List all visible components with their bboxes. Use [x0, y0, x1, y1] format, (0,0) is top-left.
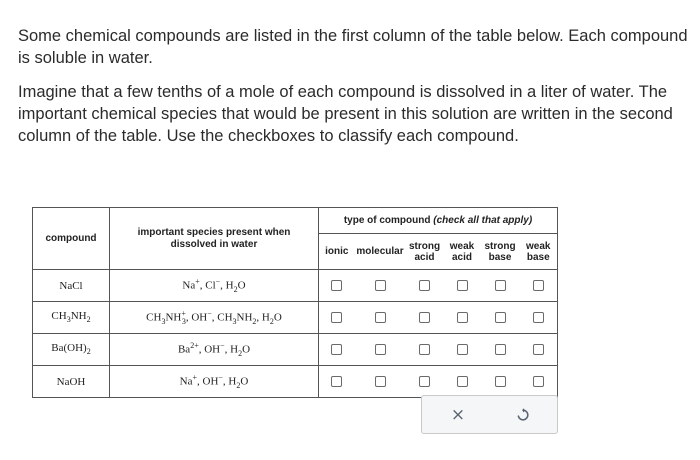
checkbox-strong-acid[interactable]: [419, 312, 430, 323]
checkbox-weak-base[interactable]: [533, 376, 544, 387]
checkbox-weak-acid[interactable]: [457, 312, 468, 323]
species-cell: $CH_3NH^+_3$, OH−, $CH_3NH_2$, $H_2O$: [110, 302, 319, 334]
checkbox-ionic[interactable]: [331, 376, 342, 387]
undo-button[interactable]: [513, 405, 533, 425]
checkbox-strong-base[interactable]: [495, 280, 506, 291]
species-cell: Na+, OH−, $H_2O$: [110, 366, 319, 398]
table-row: [33, 334, 558, 366]
close-icon: ×: [450, 404, 466, 425]
compound-cell: NaOH: [33, 366, 110, 398]
species-cell: $Ba^{2+}$, OH−, $H_2O$: [110, 334, 319, 366]
checkbox-strong-base[interactable]: [495, 344, 506, 355]
species-cell: Na+, Cl−, $H_2O$: [110, 270, 319, 302]
header-strong-base: strong base: [481, 234, 520, 270]
compound-cell: NaCl: [33, 270, 110, 302]
checkbox-strong-base[interactable]: [495, 376, 506, 387]
compound-cell: $CH_3NH_2$: [33, 302, 110, 334]
undo-icon: [516, 408, 530, 422]
header-molecular: molecular: [355, 234, 406, 270]
header-compound: compound: [33, 208, 110, 270]
header-weak-acid: weak acid: [444, 234, 481, 270]
table-row: [33, 270, 558, 302]
header-species: important species present when dissolved in water: [110, 208, 319, 270]
header-strong-acid: strong acid: [406, 234, 444, 270]
checkbox-molecular[interactable]: [375, 280, 386, 291]
checkbox-strong-acid[interactable]: [419, 376, 430, 387]
checkbox-molecular[interactable]: [375, 344, 386, 355]
checkbox-weak-acid[interactable]: [457, 376, 468, 387]
header-weak-base: weak base: [520, 234, 558, 270]
header-ionic: ionic: [319, 234, 355, 270]
checkbox-strong-base[interactable]: [495, 312, 506, 323]
classification-table: [32, 207, 558, 398]
checkbox-ionic[interactable]: [331, 280, 342, 291]
checkbox-weak-acid[interactable]: [457, 344, 468, 355]
instruction-paragraph-1: Some chemical compounds are listed in the first column of the table below. Each compound is soluble in water.: [18, 27, 688, 67]
table-row: [33, 302, 558, 334]
checkbox-strong-acid[interactable]: [419, 280, 430, 291]
checkbox-weak-base[interactable]: [533, 280, 544, 291]
instruction-paragraph-2: Imagine that a few tenths of a mole of each compound is dissolved in a liter of water. The important chemical species that would be present in this solution are written in the second column of the table. Use the checkboxes to classify each compound.: [18, 83, 673, 145]
checkbox-weak-base[interactable]: [533, 344, 544, 355]
checkbox-ionic[interactable]: [331, 344, 342, 355]
compound-cell: $Ba(OH)_2$: [33, 334, 110, 366]
checkbox-molecular[interactable]: [375, 376, 386, 387]
checkbox-strong-acid[interactable]: [419, 344, 430, 355]
checkbox-ionic[interactable]: [331, 312, 342, 323]
answer-actions-panel: [421, 395, 558, 434]
clear-button[interactable]: [448, 405, 468, 425]
header-type-of-compound: type of compound (check all that apply): [319, 208, 558, 234]
checkbox-molecular[interactable]: [375, 312, 386, 323]
checkbox-weak-acid[interactable]: [457, 280, 468, 291]
table-row: [33, 366, 558, 398]
checkbox-weak-base[interactable]: [533, 312, 544, 323]
